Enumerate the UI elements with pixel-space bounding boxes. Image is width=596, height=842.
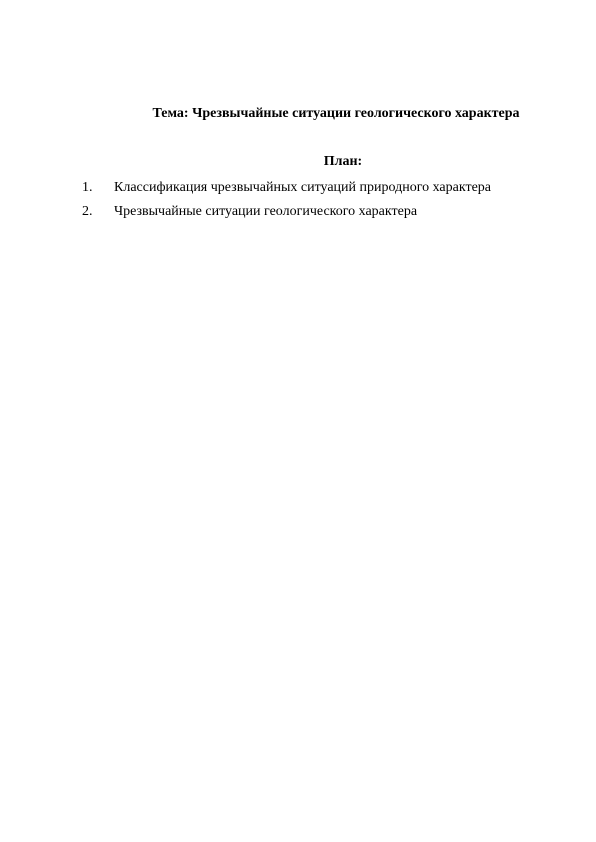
list-item <box>82 200 491 224</box>
plan-heading: План: <box>323 154 363 169</box>
list-item <box>82 176 491 200</box>
list-item-text: Классификация чрезвычайных ситуаций природного характера <box>114 180 492 195</box>
document-title: Тема: Чрезвычайные ситуации геологического характера <box>152 106 520 121</box>
list-item-number: 1. <box>82 180 93 195</box>
list-item-number: 2. <box>82 204 93 219</box>
plan-list <box>82 176 491 224</box>
list-item-text: Чрезвычайные ситуации геологического характера <box>114 204 418 219</box>
